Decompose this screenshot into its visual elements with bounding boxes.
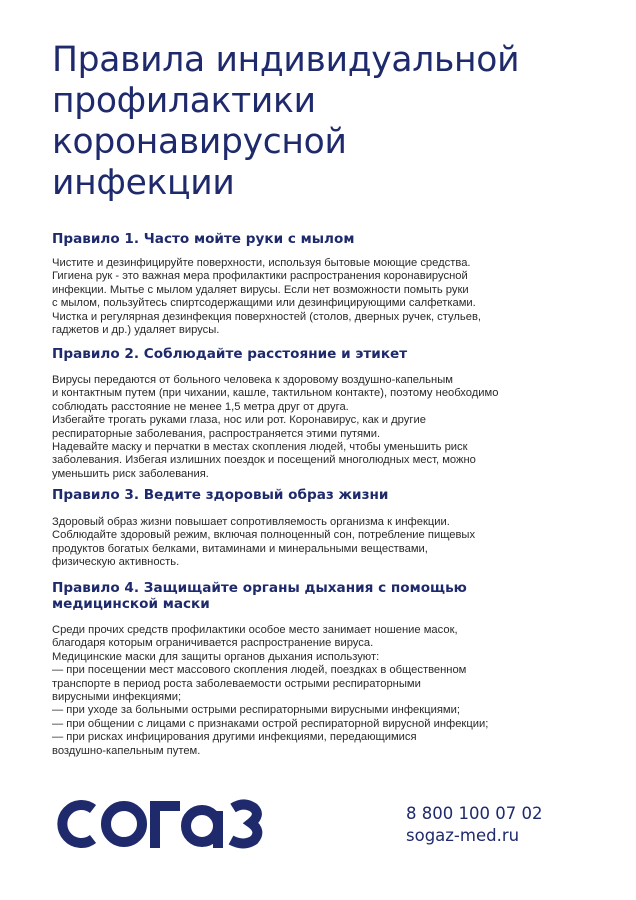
website-link[interactable]: sogaz-med.ru <box>406 826 520 845</box>
body-line: транспорте в период роста заболеваемости острыми респираторными <box>52 677 421 690</box>
title-line: инфекции <box>52 163 235 203</box>
body-line: респираторные заболевания, распространяется этими путями. <box>52 427 381 440</box>
rule-1-heading <box>52 231 592 247</box>
contacts <box>406 803 542 847</box>
body-line: вирусными инфекциями; <box>52 691 182 704</box>
body-line: Гигиена рук - это важная мера профилактики распространения коронавирусной <box>52 270 468 283</box>
rule-heading-line: Правило 4. Защищайте органы дыхания с помощью <box>52 580 467 596</box>
body-line: Среди прочих средств профилактики особое место занимает ношение масок, <box>52 624 458 636</box>
phone-number[interactable]: 8 800 100 07 02 <box>406 804 543 823</box>
body-line: уменьшить риск заболевания. <box>52 467 209 480</box>
rule-4-heading <box>52 580 592 612</box>
body-line: — при рисках инфицирования другими инфекциями, передающимися <box>52 731 417 744</box>
body-line: Надевайте маску и перчатки в местах скопления людей, чтобы уменьшить риск <box>52 441 468 454</box>
page-title <box>52 40 612 204</box>
rule-2-section <box>52 346 592 481</box>
body-line: Медицинские маски для защиты органов дыхания используют: <box>52 650 380 663</box>
rule-heading-line: Правило 1. Часто мойте руки с мылом <box>52 231 355 247</box>
rule-heading-line: Правило 2. Соблюдайте расстояние и этикет <box>52 346 408 362</box>
sogaz-logo <box>53 795 268 853</box>
body-line: Чистите и дезинфицируйте поверхности, используя бытовые моющие средства. <box>52 257 471 269</box>
rule-3-heading <box>52 487 592 503</box>
body-line: благодаря которым ограничивается распространение вируса. <box>52 637 374 650</box>
rule-2-body <box>52 374 592 481</box>
body-line: продуктов богатых белками, витаминами и минеральными веществами, <box>52 542 428 555</box>
body-line: Вирусы передаются от больного человека к здоровому воздушно-капельным <box>52 374 453 386</box>
rule-2-heading <box>52 346 592 362</box>
rule-3-body <box>52 516 592 570</box>
body-line: Соблюдайте здоровый режим, включая полноценный сон, потребление пищевых <box>52 529 476 542</box>
title-line: Правила индивидуальной <box>52 40 520 80</box>
rule-4-body <box>52 624 592 758</box>
rule-heading-line: медицинской маски <box>52 596 210 612</box>
body-line: — при посещении мест массового скопления людей, поездках в общественном <box>52 664 467 677</box>
rule-3-section <box>52 487 592 570</box>
body-line: — при общении с лицами с признаками острой респираторной вирусной инфекции; <box>52 717 489 730</box>
body-line: соблюдать расстояние не менее 1,5 метра друг от друга. <box>52 400 349 413</box>
body-line: Здоровый образ жизни повышает сопротивляемость организма к инфекции. <box>52 516 450 528</box>
body-line: с мылом, пользуйтесь спиртсодержащими или дезинфицирующими салфетками. <box>52 297 476 310</box>
body-line: гаджетов и др.) удаляет вирусы. <box>52 324 220 337</box>
body-line: Чистка и регулярная дезинфекция поверхностей (столов, дверных ручек, стульев, <box>52 310 481 323</box>
title-line: профилактики <box>52 81 316 121</box>
body-line: воздушно-капельным путем. <box>52 744 201 757</box>
title-line: коронавирусной <box>52 122 347 162</box>
body-line: физическую активность. <box>52 556 180 569</box>
body-line: заболевания. Избегая излишних поездок и посещений многолюдных мест, можно <box>52 454 476 467</box>
rule-1-body <box>52 257 592 337</box>
rule-heading-line: Правило 3. Ведите здоровый образ жизни <box>52 487 389 503</box>
rule-1-section <box>52 231 592 337</box>
rule-4-section <box>52 580 592 758</box>
body-line: и контактным путем (при чихании, кашле, тактильном контакте), поэтому необходимо <box>52 387 499 400</box>
body-line: Избегайте трогать руками глаза, нос или рот. Коронавирус, как и другие <box>52 414 426 427</box>
body-line: — при уходе за больными острыми респираторными вирусными инфекциями; <box>52 704 460 717</box>
body-line: инфекции. Мытье с мылом удаляет вирусы. Если нет возможности помыть руки <box>52 283 469 296</box>
